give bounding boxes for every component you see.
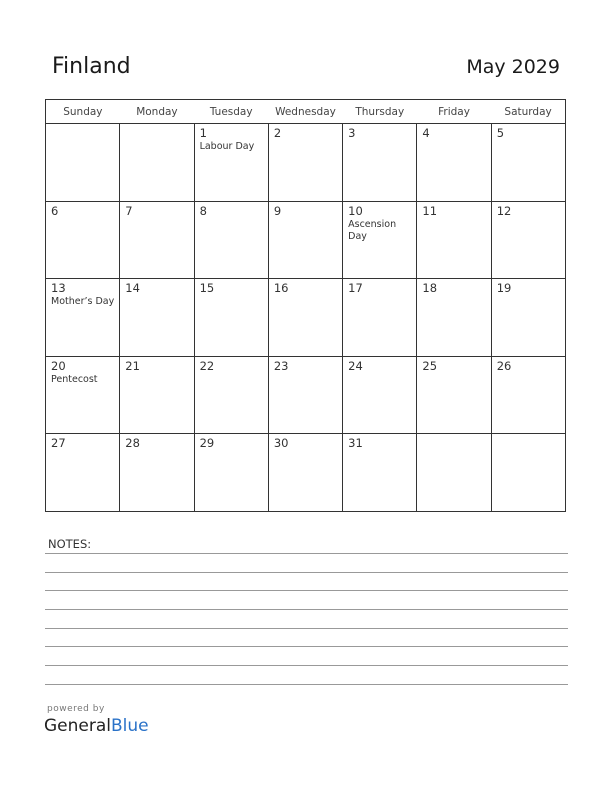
note-line [45,684,568,685]
day-number: 5 [496,126,505,140]
day-cell [343,434,417,512]
weekday-header: Tuesday [194,100,268,124]
day-number: 7 [125,203,133,218]
notes-label: NOTES: [48,537,92,551]
day-number: 15 [199,281,215,296]
day-cell [46,356,120,434]
day-number: 21 [125,358,140,373]
country-title: Finland [52,54,131,79]
holiday-label: Labour Day [199,141,255,152]
day-cell [194,279,268,357]
day-cell [268,201,342,279]
day-cell [268,124,342,202]
day-number: 12 [496,203,512,218]
note-line [45,665,568,666]
day-number: 22 [199,358,215,373]
day-number: 31 [348,436,363,451]
day-cell [46,201,120,279]
day-number: 20 [51,358,66,373]
day-cell [417,279,491,357]
day-cell [194,356,268,434]
day-number: 18 [422,281,438,296]
week-row [46,434,566,512]
weekday-header: Wednesday [268,100,342,124]
weekday-header: Thursday [343,100,417,124]
weekday-header-row [46,100,566,124]
day-cell [491,356,565,434]
day-cell [46,124,120,202]
weekday-header: Monday [120,100,194,124]
holiday-label: Pentecost [51,373,98,385]
day-cell [343,279,417,357]
day-number: 29 [199,436,215,451]
day-cell [343,124,417,202]
month-title: May 2029 [466,56,560,78]
day-cell [194,201,268,279]
day-cell [268,434,342,512]
day-number: 6 [51,203,59,218]
day-cell [417,201,491,279]
day-cell [417,124,491,202]
day-cell [417,434,491,512]
day-number: 23 [273,358,289,373]
week-row [46,124,566,202]
day-cell [120,279,194,357]
day-cell [417,356,491,434]
day-cell [120,201,194,279]
brand-name-part: Blue [111,716,149,736]
day-number: 19 [496,281,512,296]
weekday-header: Friday [417,100,491,124]
day-number: 11 [422,203,438,218]
day-cell [194,434,268,512]
day-cell [268,356,342,434]
calendar-grid [45,99,566,512]
day-number: 17 [348,281,363,296]
day-cell [343,201,417,279]
note-line [45,628,568,629]
day-number: 16 [273,281,289,296]
week-row [46,279,566,357]
day-cell [46,279,120,357]
day-number: 13 [51,281,66,296]
holiday-label: Ascension Day [348,218,397,242]
week-row [46,201,566,279]
weekday-header: Sunday [46,100,120,124]
day-number: 14 [125,281,140,296]
day-cell [46,434,120,512]
day-number: 26 [496,358,512,373]
note-line [45,590,568,591]
brand-name-part: General [44,716,111,736]
day-number: 9 [273,203,282,218]
holiday-label: Mother’s Day [51,296,115,308]
day-number: 4 [422,126,430,140]
brand-logo [44,716,149,736]
day-number: 27 [51,436,66,451]
week-row [46,356,566,434]
day-number: 30 [273,436,289,451]
day-number: 10 [348,203,363,218]
note-line [45,646,568,647]
day-number: 8 [199,203,207,218]
day-cell [268,279,342,357]
day-number: 3 [348,126,356,140]
weekday-header: Saturday [491,100,565,124]
note-line [45,553,568,554]
day-cell [491,279,565,357]
day-number: 1 [199,126,207,140]
note-line [45,572,568,573]
day-cell [194,124,268,202]
day-cell [491,434,565,512]
day-cell [491,124,565,202]
day-number: 28 [125,436,140,451]
day-cell [120,124,194,202]
day-number: 24 [348,358,363,373]
day-number: 25 [422,358,438,373]
powered-by-text: powered by [47,704,105,714]
note-line [45,609,568,610]
day-number: 2 [273,126,282,140]
day-cell [120,434,194,512]
day-cell [491,201,565,279]
day-cell [343,356,417,434]
day-cell [120,356,194,434]
